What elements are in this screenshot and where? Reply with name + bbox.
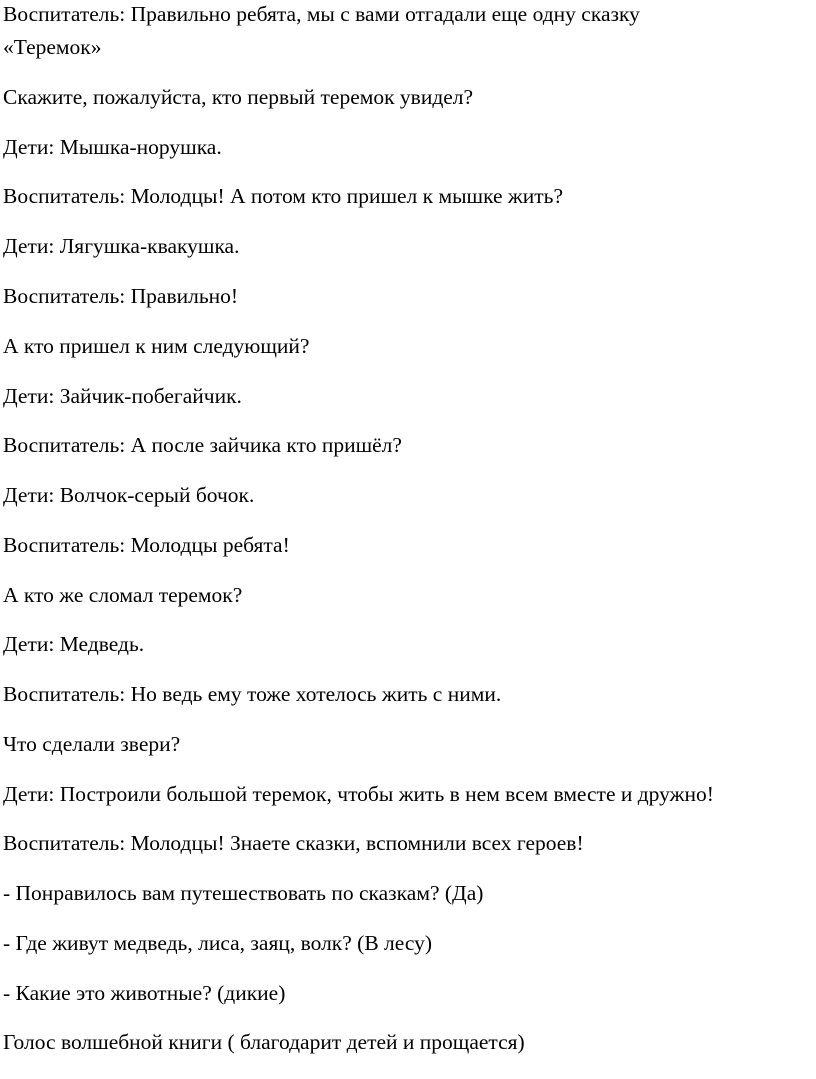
paragraph-line: Голос волшебной книги ( благодарит детей и прощается)	[3, 1030, 525, 1054]
paragraph-line: Воспитатель: Молодцы! Знаете сказки, вспомнили всех героев!	[3, 831, 584, 855]
paragraph-line: Воспитатель: Молодцы! А потом кто пришел к мышке жить?	[3, 184, 564, 208]
paragraph-line: Дети: Мышка-норушка.	[3, 135, 222, 159]
paragraph-line: Воспитатель: Правильно ребята, мы с вами отгадали еще одну сказку	[3, 2, 640, 26]
paragraph-line: Воспитатель: Но ведь ему тоже хотелось жить с ними.	[3, 682, 502, 706]
paragraph-line: - Понравилось вам путешествовать по сказкам? (Да)	[3, 881, 484, 905]
paragraph-line: Воспитатель: Правильно!	[3, 284, 239, 308]
paragraph-line: - Какие это животные? (дикие)	[3, 981, 286, 1005]
paragraph-line: Дети: Волчок-серый бочок.	[3, 483, 255, 507]
paragraph-line: - Где живут медведь, лиса, заяц, волк? (В лесу)	[3, 931, 433, 955]
paragraph-line: «Теремок»	[3, 35, 102, 59]
paragraph-line: Что сделали звери?	[3, 732, 181, 756]
paragraph-line: Воспитатель: Молодцы ребята!	[3, 533, 290, 557]
paragraph-line: Дети: Построили большой теремок, чтобы жить в нем всем вместе и дружно!	[3, 782, 714, 806]
paragraph-line: А кто пришел к ним следующий?	[3, 334, 310, 358]
paragraph-line: Воспитатель: А после зайчика кто пришёл?	[3, 433, 402, 457]
paragraph-line: Дети: Медведь.	[3, 632, 145, 656]
paragraph-line: Скажите, пожалуйста, кто первый теремок увидел?	[3, 85, 474, 109]
paragraph-line: Дети: Лягушка-квакушка.	[3, 234, 240, 258]
paragraph-line: Дети: Зайчик-побегайчик.	[3, 384, 242, 408]
paragraph-line: А кто же сломал теремок?	[3, 583, 243, 607]
